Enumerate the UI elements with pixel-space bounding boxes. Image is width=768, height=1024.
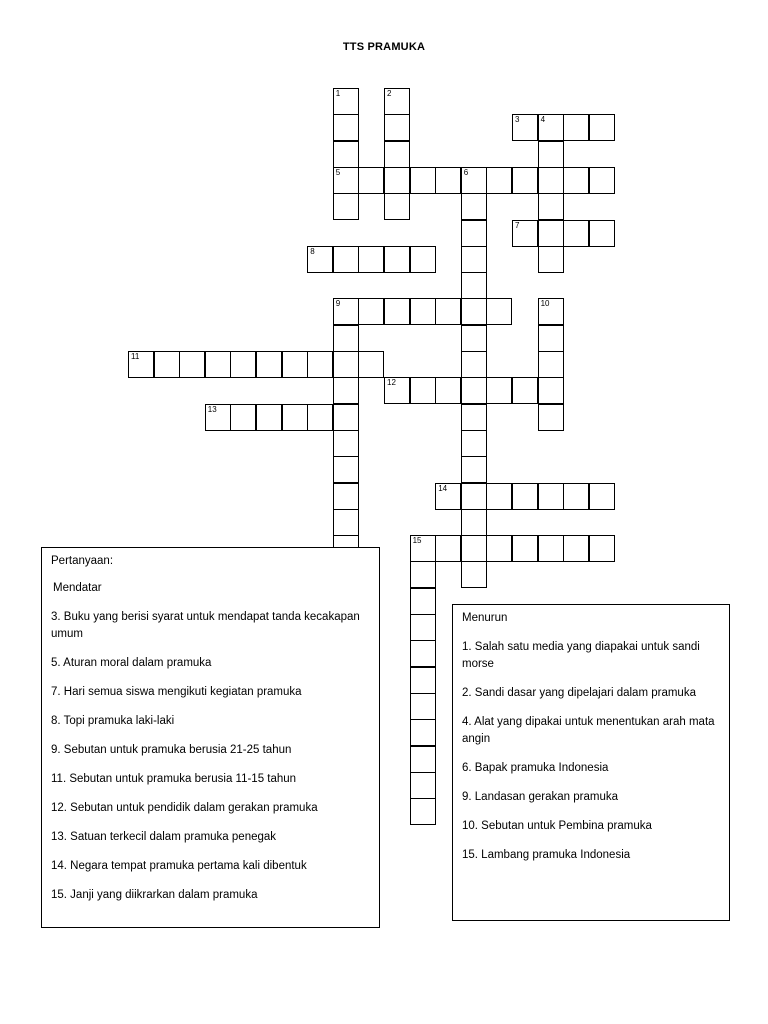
grid-cell[interactable]: [205, 351, 231, 378]
across-clue: 7. Hari semua siswa mengikuti kegiatan pramuka: [51, 686, 302, 698]
grid-cell[interactable]: [333, 430, 359, 457]
grid-cell[interactable]: [563, 220, 589, 247]
grid-cell[interactable]: [538, 325, 564, 352]
grid-cell[interactable]: [307, 246, 333, 273]
clue-number: 13: [207, 404, 217, 414]
grid-cell[interactable]: [538, 535, 564, 562]
grid-cell[interactable]: [461, 298, 487, 325]
across-clue-list: [51, 609, 369, 904]
grid-cell[interactable]: [333, 351, 359, 378]
grid-cell[interactable]: [230, 351, 256, 378]
clue-number: 2: [387, 89, 392, 98]
grid-cell[interactable]: [538, 141, 564, 168]
grid-cell[interactable]: [384, 246, 410, 273]
grid-cell[interactable]: [538, 483, 564, 510]
across-clue: 12. Sebutan untuk pendidik dalam gerakan pramuka: [51, 802, 318, 814]
clue-number: 8: [310, 246, 315, 256]
down-heading: Menurun: [462, 612, 508, 624]
grid-cell[interactable]: [538, 246, 564, 273]
grid-cell[interactable]: [384, 167, 410, 194]
grid-cell[interactable]: [461, 377, 487, 404]
grid-cell[interactable]: [410, 246, 436, 273]
clue-number: 1: [335, 89, 341, 98]
grid-cell[interactable]: [486, 167, 512, 194]
clue-number: 5: [335, 167, 341, 177]
grid-cell[interactable]: [333, 167, 359, 194]
grid-cell[interactable]: [461, 325, 487, 352]
grid-cell[interactable]: [256, 404, 282, 431]
grid-cell[interactable]: [512, 167, 538, 194]
grid-cell[interactable]: [333, 114, 359, 141]
grid-cell[interactable]: [410, 640, 436, 667]
grid-cell[interactable]: [307, 351, 333, 378]
clue-number: 3: [515, 115, 520, 125]
grid-cell[interactable]: [486, 483, 512, 510]
grid-cell[interactable]: [563, 535, 589, 562]
grid-cell[interactable]: [538, 114, 564, 141]
grid-cell[interactable]: [461, 404, 487, 431]
grid-cell[interactable]: [538, 167, 564, 194]
grid-cell[interactable]: [410, 167, 436, 194]
grid-cell[interactable]: [333, 193, 359, 220]
across-clue: 9. Sebutan untuk pramuka berusia 21-25 tahun: [51, 744, 292, 756]
clue-number: 10: [540, 299, 550, 309]
grid-cell[interactable]: [461, 561, 487, 588]
clue-number: 14: [438, 483, 448, 493]
down-clue: 4. Alat yang dipakai untuk menentukan arah mata angin: [462, 716, 715, 745]
grid-cell[interactable]: [333, 298, 359, 325]
grid-cell[interactable]: [512, 220, 538, 247]
across-clues-box: [41, 547, 380, 928]
grid-cell[interactable]: [410, 667, 436, 694]
clue-number: 9: [335, 299, 341, 309]
grid-cell[interactable]: [512, 114, 538, 141]
grid-cell[interactable]: [461, 220, 487, 247]
grid-cell[interactable]: [384, 298, 410, 325]
grid-cell[interactable]: [384, 114, 410, 141]
grid-cell[interactable]: [486, 535, 512, 562]
grid-cell[interactable]: [410, 798, 436, 825]
grid-cell[interactable]: [410, 746, 436, 773]
grid-cell[interactable]: [358, 246, 384, 273]
grid-cell[interactable]: [154, 351, 180, 378]
grid-cell[interactable]: [307, 404, 333, 431]
grid-cell[interactable]: [461, 272, 487, 299]
grid-cell[interactable]: [563, 114, 589, 141]
grid-cell[interactable]: [461, 167, 487, 194]
across-heading: Mendatar: [53, 582, 102, 594]
grid-cell[interactable]: [333, 509, 359, 536]
grid-cell[interactable]: [589, 483, 615, 510]
grid-cell[interactable]: [563, 483, 589, 510]
grid-cell[interactable]: [358, 351, 384, 378]
across-clue: 3. Buku yang berisi syarat untuk mendapat tanda kecakapan umum: [51, 611, 360, 640]
grid-cell[interactable]: [538, 404, 564, 431]
down-clues-box: [452, 604, 730, 921]
down-clue: 1. Salah satu media yang diapakai untuk sandi morse: [462, 641, 700, 670]
clue-number: 6: [463, 167, 469, 177]
grid-cell[interactable]: [384, 377, 410, 404]
grid-cell[interactable]: [461, 509, 487, 536]
grid-cell[interactable]: [435, 298, 461, 325]
grid-cell[interactable]: [333, 88, 359, 115]
grid-cell[interactable]: [589, 114, 615, 141]
grid-cell[interactable]: [410, 377, 436, 404]
grid-cell[interactable]: [282, 351, 308, 378]
grid-cell[interactable]: [333, 141, 359, 168]
grid-cell[interactable]: [461, 193, 487, 220]
grid-cell[interactable]: [256, 351, 282, 378]
grid-cell[interactable]: [435, 167, 461, 194]
clue-number: 11: [131, 352, 140, 361]
grid-cell[interactable]: [589, 220, 615, 247]
grid-cell[interactable]: [435, 535, 461, 562]
grid-cell[interactable]: [486, 377, 512, 404]
across-clue: 13. Satuan terkecil dalam pramuka penegak: [51, 831, 277, 843]
grid-cell[interactable]: [538, 377, 564, 404]
grid-cell[interactable]: [384, 141, 410, 168]
grid-cell[interactable]: [538, 193, 564, 220]
grid-cell[interactable]: [410, 614, 436, 641]
grid-cell[interactable]: [410, 298, 436, 325]
grid-cell[interactable]: [333, 483, 359, 510]
grid-cell[interactable]: [435, 377, 461, 404]
grid-cell[interactable]: [282, 404, 308, 431]
clue-number: 15: [412, 536, 422, 546]
grid-cell[interactable]: [538, 220, 564, 247]
grid-cell[interactable]: [486, 298, 512, 325]
grid-cell[interactable]: [384, 193, 410, 220]
grid-cell[interactable]: [461, 456, 487, 483]
questions-heading: Pertanyaan:: [51, 555, 114, 567]
clue-number: 4: [540, 115, 546, 125]
grid-cell[interactable]: [589, 535, 615, 562]
down-clue: 6. Bapak pramuka Indonesia: [462, 762, 609, 774]
grid-cell[interactable]: [333, 404, 359, 431]
grid-cell[interactable]: [128, 351, 154, 378]
grid-cell[interactable]: [538, 298, 564, 325]
clue-number: 7: [515, 220, 520, 230]
across-clue: 8. Topi pramuka laki-laki: [51, 715, 175, 727]
grid-cell[interactable]: [358, 167, 384, 194]
down-clue: 10. Sebutan untuk Pembina pramuka: [462, 820, 652, 832]
grid-cell[interactable]: [410, 535, 436, 562]
clue-number: 12: [387, 378, 396, 388]
grid-cell[interactable]: [461, 246, 487, 273]
grid-cell[interactable]: [410, 719, 436, 746]
grid-cell[interactable]: [333, 246, 359, 273]
grid-cell[interactable]: [538, 351, 564, 378]
grid-cell[interactable]: [410, 772, 436, 799]
grid-cell[interactable]: [179, 351, 205, 378]
grid-cell[interactable]: [333, 377, 359, 404]
across-clue: 14. Negara tempat pramuka pertama kali dibentuk: [51, 860, 307, 872]
grid-cell[interactable]: [410, 561, 436, 588]
grid-cell[interactable]: [358, 298, 384, 325]
grid-cell[interactable]: [333, 325, 359, 352]
grid-cell[interactable]: [461, 535, 487, 562]
grid-cell[interactable]: [589, 167, 615, 194]
grid-cell[interactable]: [563, 167, 589, 194]
grid-cell[interactable]: [461, 483, 487, 510]
page-title: TTS PRAMUKA: [342, 41, 426, 53]
grid-cell[interactable]: [333, 456, 359, 483]
grid-cell[interactable]: [410, 693, 436, 720]
down-clue: 9. Landasan gerakan pramuka: [462, 791, 618, 803]
down-clue-list: [462, 639, 719, 864]
grid-cell[interactable]: [205, 404, 231, 431]
across-clue: 15. Janji yang diikrarkan dalam pramuka: [51, 889, 258, 901]
grid-cell[interactable]: [230, 404, 256, 431]
grid-cell[interactable]: [461, 430, 487, 457]
grid-cell[interactable]: [410, 588, 436, 615]
down-clue: 2. Sandi dasar yang dipelajari dalam pramuka: [462, 687, 696, 699]
grid-cell[interactable]: [512, 535, 538, 562]
across-clue: 11. Sebutan untuk pramuka berusia 11-15 tahun: [51, 773, 297, 785]
grid-cell[interactable]: [512, 483, 538, 510]
across-clue: 5. Aturan moral dalam pramuka: [51, 657, 212, 669]
grid-cell[interactable]: [384, 88, 410, 115]
grid-cell[interactable]: [435, 483, 461, 510]
down-clue: 15. Lambang pramuka Indonesia: [462, 849, 631, 861]
grid-cell[interactable]: [512, 377, 538, 404]
grid-cell[interactable]: [461, 351, 487, 378]
